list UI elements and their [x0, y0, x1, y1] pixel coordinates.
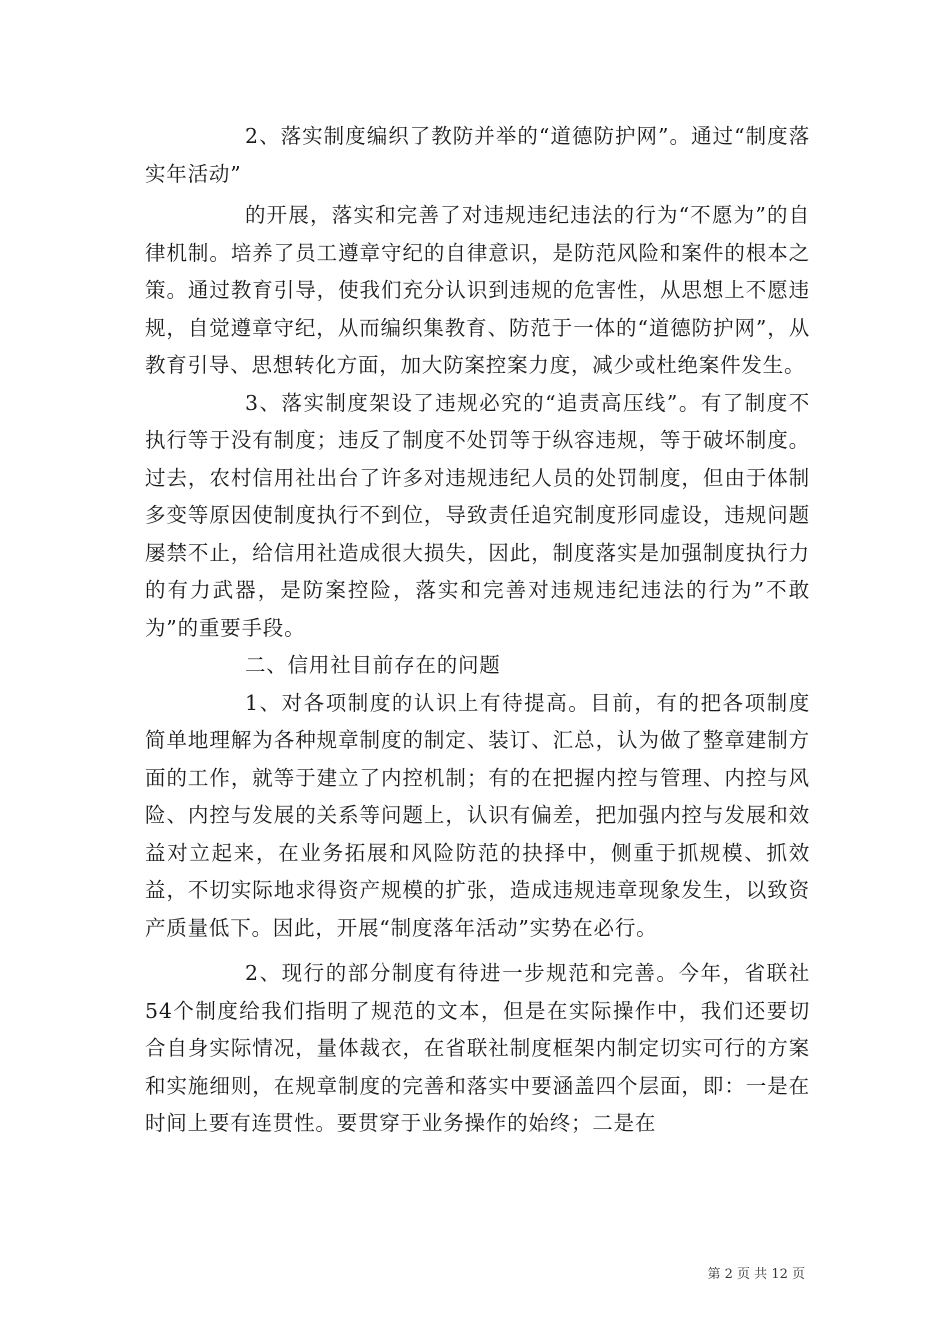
paragraph-4: 2、现行的部分制度有待进一步规范和完善。今年，省联社54个制度给我们指明了规范的文本，但是在实际操作中，我们还要切合自身实际情况，量体裁衣，在省联社制度框架内制定切实可行的方案和实施细则，在规章制度的完善和落实中要涵盖四个层面，即：一是在时间上要有连贯性。要贯穿于业务操作的始终；二是在 — [145, 961, 810, 1135]
page-footer: 第 2 页 共 12 页 — [707, 1267, 805, 1282]
paragraph-1-head: 2、落实制度编织了教防并举的“道德防护网”。通过“制度落实年活动” — [145, 124, 810, 186]
section-heading: 二、信用社目前存在的问题 — [245, 653, 501, 677]
paragraph-1-body: 的开展，落实和完善了对违规违纪违法的行为“不愿为”的自律机制。培养了员工遵章守纪的自律意识，是防范风险和案件的根本之策。通过教育引导，使我们充分认识到违规的危害性，从思想上不愿违规，自觉遵章守纪，从而编织集教育、防范于一体的“道德防护网”，从教育引导、思想转化方面，加大防案控案力度，减少或杜绝案件发生。 — [145, 203, 810, 377]
paragraph-3: 1、对各项制度的认识上有待提高。目前，有的把各项制度简单地理解为各种规章制度的制定、装订、汇总，认为做了整章建制方面的工作，就等于建立了内控机制；有的在把握内控与管理、内控与风险、内控与发展的关系等问题上，认识有偏差，把加强内控与发展和效益对立起来，在业务拓展和风险防范的抉择中，侧重于抓规模、抓效益，不切实际地求得资产规模的扩张，造成违规违章现象发生，以致资产质量低下。因此，开展“制度落年活动”实势在必行。 — [145, 690, 810, 940]
document-body — [145, 118, 810, 1143]
paragraph-2: 3、落实制度架设了违规必究的“追责高压线”。有了制度不执行等于没有制度；违反了制度不处罚等于纵容违规，等于破坏制度。过去，农村信用社出台了许多对违规违纪人员的处罚制度，但由于体制多变等原因使制度执行不到位，导致责任追究制度形同虚设，违规问题屡禁不止，给信用社造成很大损失，因此，制度落实是加强制度执行力的有力武器，是防案控险，落实和完善对违规违纪违法的行为”不敢为”的重要手段。 — [145, 390, 810, 640]
